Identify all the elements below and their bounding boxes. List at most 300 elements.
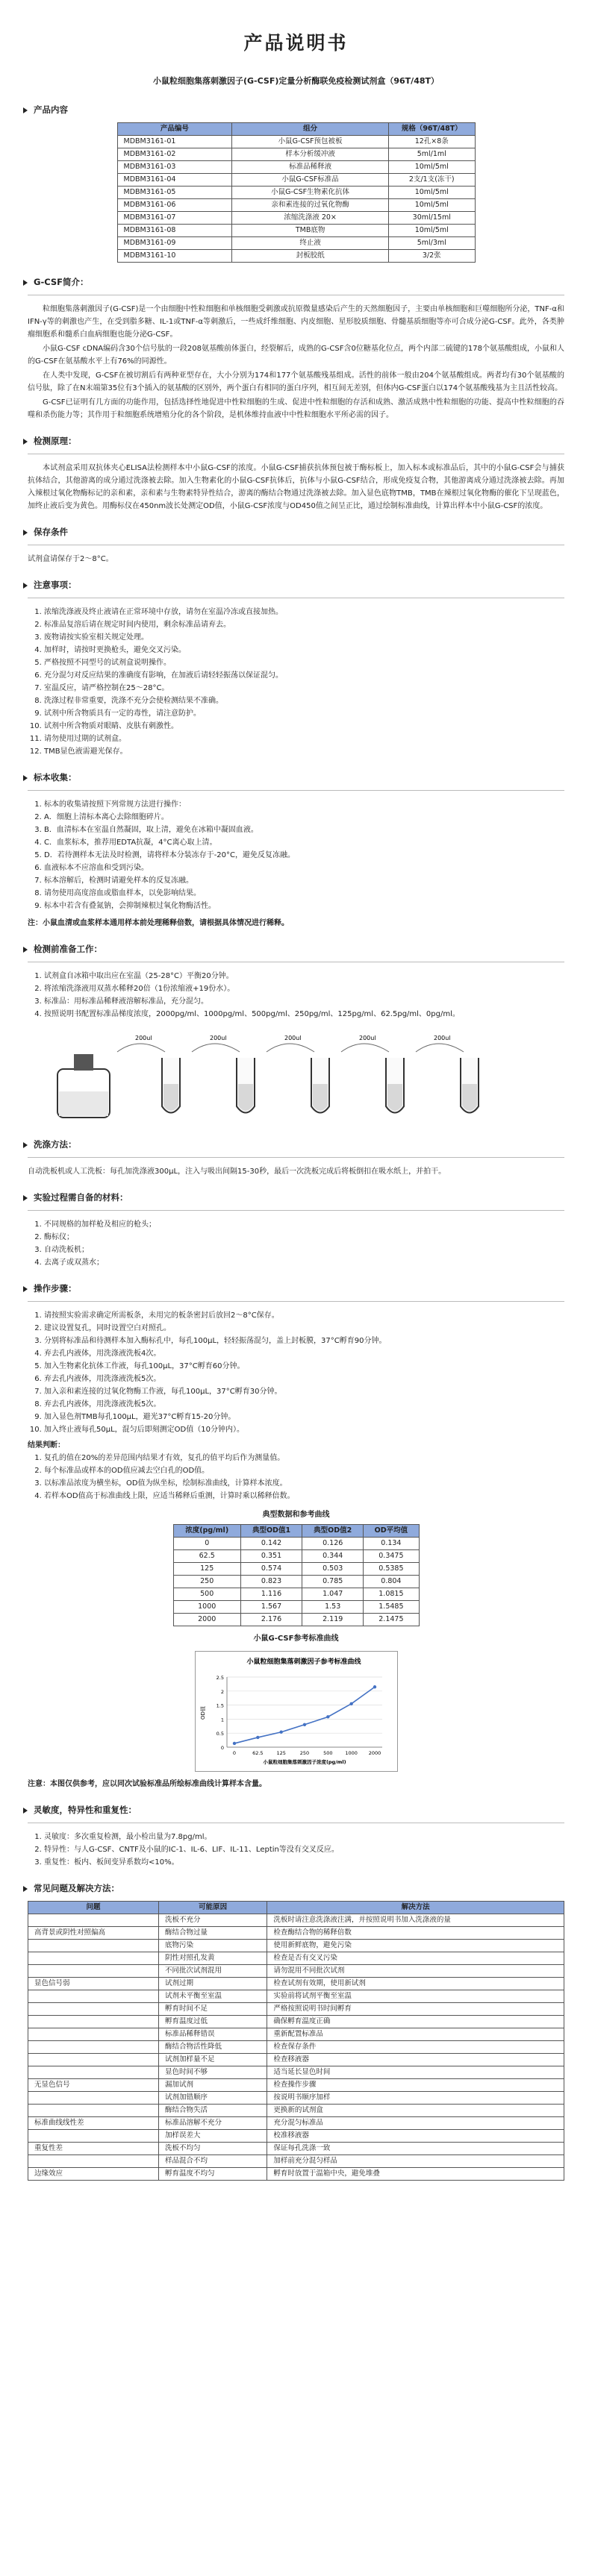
table-cell: 加样前充分混匀样品 — [267, 2155, 564, 2168]
list-item: 10. 加入终止液每孔50μL，混匀后即刻测定OD值（10分钟内）。 — [44, 1423, 564, 1436]
list-item: 4. 若样本OD值高于标准曲线上限，应适当稀释后重测，计算时乘以稀释倍数。 — [44, 1490, 564, 1502]
dilution-illustration — [43, 1028, 564, 1125]
table-row — [117, 225, 475, 237]
list-item: 4. 弃去孔内液体，用洗涤液洗板4次。 — [44, 1347, 564, 1360]
table-cell: TMB底物 — [232, 225, 389, 237]
list-item: 2. 酶标仪； — [44, 1231, 564, 1244]
list-item: 4. 去离子或双蒸水； — [44, 1256, 564, 1269]
table-cell: 终止液 — [232, 237, 389, 250]
chart-section-title: 小鼠G-CSF参考标准曲线 — [253, 1635, 339, 1643]
table-row — [28, 2003, 564, 2016]
y-tick-label: 1.5 — [216, 1702, 224, 1709]
table-cell: 亲和素连接的过氧化物酶 — [232, 199, 389, 212]
list-item: 7. 室温反应，请严格控制在25～28°C。 — [44, 682, 564, 695]
arrow-icon — [23, 1808, 28, 1814]
table-row — [173, 1576, 419, 1588]
table-cell: 小鼠G-CSF预包被板 — [232, 136, 389, 148]
list-item: 1. 复孔的值在20%的差异范围内结果才有效，复孔的值平均后作为测量值。 — [44, 1452, 564, 1464]
table-cell: 加样误差大 — [159, 2130, 267, 2143]
table-cell: 试剂加错顺序 — [159, 2092, 267, 2105]
table-cell: 漏加试剂 — [159, 2079, 267, 2092]
table-cell: 12孔×8条 — [389, 136, 475, 148]
table-row — [28, 1952, 564, 1965]
table-row — [28, 2117, 564, 2130]
table-cell: 样品混合不均 — [159, 2155, 267, 2168]
table-cell: 500 — [173, 1588, 240, 1601]
table-row — [173, 1550, 419, 1563]
data-point — [373, 1685, 376, 1688]
std_table-header: OD平均值 — [364, 1525, 419, 1538]
table-cell: 使用新鲜底物，避免污染 — [267, 1940, 564, 1952]
chart-svg — [196, 1652, 397, 1771]
table-cell: 试剂加样量不足 — [159, 2054, 267, 2066]
y-tick-label: 0 — [220, 1745, 224, 1751]
table-cell: 适当延长显色时间 — [267, 2066, 564, 2079]
table-cell: 0 — [173, 1538, 240, 1550]
standard-curve-chart — [195, 1651, 398, 1772]
table-row — [173, 1588, 419, 1601]
table-cell: 1.0815 — [364, 1588, 419, 1601]
list-item: 2. A．细胞上清标本离心去除细胞碎片。 — [44, 811, 564, 824]
kit_table-header: 产品编号 — [117, 123, 232, 136]
list-item: 2. 特异性：与人G-CSF、CNTF及小鼠的IC-1、IL-6、LIF、IL-11、Leptin等没有交叉反应。 — [44, 1843, 564, 1856]
table-cell: 0.503 — [302, 1563, 364, 1576]
section-sensitivity: 灵敏度，特异性和重复性： — [28, 1804, 564, 1817]
table-cell: 底物污染 — [159, 1940, 267, 1952]
table-cell: 高背景或阴性对照偏高 — [28, 1927, 159, 1940]
table-cell: 孵育时放置于温箱中央，避免堆叠 — [267, 2168, 564, 2181]
table-cell: MDBM3161-01 — [117, 136, 232, 148]
x-tick-label: 0 — [232, 1750, 236, 1756]
tube-icon — [416, 1035, 479, 1113]
table-cell: 标准品稀释液 — [232, 161, 389, 174]
table-cell: 按说明书顺序加样 — [267, 2092, 564, 2105]
table-cell: 无显色信号 — [28, 2079, 159, 2092]
table-cell: 酶结合物失活 — [159, 2105, 267, 2117]
gcsf-paragraph: 粒细胞集落刺激因子(G-CSF)是一个由细胞中性粒细胞和单核细胞受刺激或抗原微量感染后产生的天然细胞因子，主要由单核细胞和巨噬细胞所分泌，TNF-α和IFN-γ等的刺激也产生，在受到脂多糖、IL-1或TNF-α等刺激后，一些成纤维细胞、内皮细胞、星形胶质细胞、骨髓基质细胞等亦可合成分泌G-CSF。此外，各类肿瘤细胞系和髓系白血病细胞也能分泌G-CSF。 — [28, 305, 564, 339]
std_table-header: 典型OD值1 — [240, 1525, 302, 1538]
table-row — [28, 1965, 564, 1978]
table-row — [28, 1940, 564, 1952]
arrow-icon — [23, 530, 28, 536]
tubes-diagram — [43, 1028, 550, 1125]
list-item: 3. 重复性：板内、板间变异系数均<10%。 — [44, 1856, 564, 1869]
tube-label: 200ul — [284, 1035, 302, 1041]
table-cell: 2000 — [173, 1614, 240, 1626]
list-item: 1. 请按照实验需求确定所需板条，未用完的板条密封后放回2～8°C保存。 — [44, 1309, 564, 1322]
table-cell: 0.126 — [302, 1538, 364, 1550]
table-row — [28, 1990, 564, 2003]
table-cell: 阴性对照孔发黄 — [159, 1952, 267, 1965]
table-row — [173, 1614, 419, 1626]
sample-list — [28, 798, 564, 912]
list-item: 1. 浓缩洗涤液及终止液请在正常环境中存放，请勿在室温冷冻或直接加热。 — [44, 606, 564, 618]
std-table-caption: 典型数据和参考曲线 — [262, 1511, 330, 1519]
list-item: 2. 标准品复溶后请在规定时间内使用，剩余标准品请弃去。 — [44, 618, 564, 631]
table-cell — [28, 2105, 159, 2117]
section-steps: 操作步骤： — [28, 1282, 564, 1295]
table-cell: 1.047 — [302, 1588, 364, 1601]
list-item: 2. 将浓缩洗涤液用双蒸水稀释20倍（1份浓缩液+19份水）。 — [44, 983, 564, 995]
table-row — [117, 199, 475, 212]
table-row — [173, 1538, 419, 1550]
table-row — [28, 2016, 564, 2028]
list-item: 4. C．血浆标本，推荐用EDTA抗凝，4°C离心取上清。 — [44, 836, 564, 849]
arrow-icon — [23, 775, 28, 781]
data-point — [302, 1723, 305, 1726]
table-cell: 1000 — [173, 1601, 240, 1614]
data-point — [256, 1736, 259, 1739]
notes-list — [28, 606, 564, 758]
table-cell: 30ml/15ml — [389, 212, 475, 225]
data-point — [349, 1702, 352, 1705]
list-item: 3. B．血清标本在室温自然凝固，取上清，避免在冰箱中凝固血液。 — [44, 824, 564, 836]
table-cell: 浓缩洗涤液 20× — [232, 212, 389, 225]
table-cell: 0.3475 — [364, 1550, 419, 1563]
list-item: 9. 标本中若含有叠氮钠，会抑制辣根过氧化物酶活性。 — [44, 900, 564, 912]
table-cell: 标准曲线线性差 — [28, 2117, 159, 2130]
data-point — [279, 1731, 282, 1734]
table-row — [28, 1914, 564, 1927]
table-cell: 2.119 — [302, 1614, 364, 1626]
page-title: 产品说明书 — [243, 32, 349, 54]
section-prep: 检测前准备工作： — [28, 943, 564, 956]
table-row — [28, 2143, 564, 2155]
table-cell: 检查操作步骤 — [267, 2079, 564, 2092]
section-wash: 洗涤方法： — [28, 1138, 564, 1151]
bottle-icon — [57, 1054, 110, 1118]
table-cell: 孵育温度不均匀 — [159, 2168, 267, 2181]
table-row — [28, 2168, 564, 2181]
table-cell: 不同批次试剂混用 — [159, 1965, 267, 1978]
list-item: 6. 弃去孔内液体，用洗涤液洗板5次。 — [44, 1373, 564, 1385]
section-gcsf: G-CSF简介： — [28, 276, 564, 289]
table-row — [28, 1978, 564, 1990]
y-tick-label: 2 — [220, 1688, 224, 1695]
table-row — [28, 2079, 564, 2092]
table-cell: 2.176 — [240, 1614, 302, 1626]
table-cell: 实验前将试剂平衡至室温 — [267, 1990, 564, 2003]
x-tick-label: 1000 — [344, 1750, 358, 1756]
list-item: 1. 不同规格的加样枪及相应的枪头； — [44, 1218, 564, 1231]
section-faq: 常见问题及解决方法： — [28, 1882, 564, 1895]
arrow-icon — [23, 280, 28, 286]
list-item: 8. 请勿使用高度溶血或脂血样本，以免影响结果。 — [44, 887, 564, 900]
faq_table-header: 解决方法 — [267, 1902, 564, 1914]
table-row — [28, 2054, 564, 2066]
table-cell: MDBM3161-07 — [117, 212, 232, 225]
table-cell: 孵育时间不足 — [159, 2003, 267, 2016]
table-cell: 试剂过期 — [159, 1978, 267, 1990]
tube-label: 200ul — [210, 1035, 227, 1041]
faq_table-header: 可能原因 — [159, 1902, 267, 1914]
table-cell: 校准移液器 — [267, 2130, 564, 2143]
list-item: 5. 加入生物素化抗体工作液，每孔100μL，37°C孵育60分钟。 — [44, 1360, 564, 1373]
table-row — [117, 136, 475, 148]
arrow-icon — [23, 1886, 28, 1892]
kit_table-header: 规格（96T/48T） — [389, 123, 475, 136]
table-cell — [28, 2028, 159, 2041]
table-cell: 2.1475 — [364, 1614, 419, 1626]
table-cell: 确保孵育温度正确 — [267, 2016, 564, 2028]
list-item: 1. 标本的收集请按照下列常规方法进行操作： — [44, 798, 564, 811]
table-cell — [28, 2066, 159, 2079]
table-cell: 1.53 — [302, 1601, 364, 1614]
table-cell: 0.804 — [364, 1576, 419, 1588]
gcsf-intro — [28, 303, 564, 422]
table-row — [28, 2130, 564, 2143]
table-cell: 孵育温度过低 — [159, 2016, 267, 2028]
table-cell: 显色信号弱 — [28, 1978, 159, 1990]
table-cell: MDBM3161-04 — [117, 174, 232, 187]
table-cell: 样本分析缓冲液 — [232, 148, 389, 161]
list-item: 5. 严格按照不同型号的试剂盒说明操作。 — [44, 656, 564, 669]
table-cell: 严格按照说明书时间孵育 — [267, 2003, 564, 2016]
table-row — [173, 1563, 419, 1576]
data-point — [232, 1742, 235, 1745]
wash-text: 自动洗板机或人工洗板：每孔加洗涤液300μL，注入与吸出间隔15-30秒，最后一次洗板完成后将板倒扣在吸水纸上，并拍干。 — [28, 1168, 446, 1176]
table-cell: 1.567 — [240, 1601, 302, 1614]
manual-page — [28, 0, 564, 2181]
table-cell: 请勿混用不同批次试剂 — [267, 1965, 564, 1978]
x-axis-label: 小鼠粒细胞集落刺激因子浓度(pg/ml) — [262, 1759, 346, 1765]
table-cell: 洗板不充分 — [159, 1914, 267, 1927]
y-tick-label: 2.5 — [216, 1675, 224, 1681]
table-cell — [28, 2003, 159, 2016]
table-cell — [28, 2016, 159, 2028]
table-cell: 5ml/1ml — [389, 148, 475, 161]
table-row — [117, 250, 475, 263]
list-item: 10. 试剂中所含物质对眼睛、皮肤有刺激性。 — [44, 720, 564, 733]
arrow-icon — [23, 583, 28, 589]
table-cell — [28, 1990, 159, 2003]
list-item: 1. 试剂盒自冰箱中取出应在室温（25-28°C）平衡20分钟。 — [44, 970, 564, 983]
list-item: 9. 加入显色剂TMB每孔100μL，避光37°C孵育15-20分钟。 — [44, 1411, 564, 1423]
table-cell: 1.116 — [240, 1588, 302, 1601]
list-item: 7. 标本溶解后，检测时请避免样本的反复冻融。 — [44, 874, 564, 887]
table-cell: MDBM3161-02 — [117, 148, 232, 161]
table-row — [28, 1927, 564, 1940]
table-row — [117, 187, 475, 199]
table-cell — [28, 1952, 159, 1965]
table-cell: 洗板不均匀 — [159, 2143, 267, 2155]
tube-icon — [267, 1035, 329, 1113]
tube-label: 200ul — [434, 1035, 451, 1041]
kit_table-header: 组分 — [232, 123, 389, 136]
x-tick-label: 125 — [275, 1750, 286, 1756]
kit-table — [117, 122, 476, 263]
arrow-icon — [23, 439, 28, 445]
principle-text: 本试剂盒采用双抗体夹心ELISA法检测样本中小鼠G-CSF的浓度。小鼠G-CSF捕获抗体预包被于酶标板上，加入标本或标准品后，其中的小鼠G-CSF会与捕获抗体结合，其他游离的成分通过洗涤被去除。加入生物素化的小鼠G-CSF抗体后，抗体与小鼠G-CSF结合，形成免疫复合物，其他游离成分通过洗涤被去除。再加入辣根过氧化物酶标记的亲和素，亲和素与生物素特异性结合，游离的酶结合物通过洗涤被去除。加入显色底物TMB，TMB在辣根过氧化物酶的催化下呈现蓝色，加终止液后变为黄色。用酶标仪在450nm波长处测定OD值，小鼠G-CSF浓度与OD450值之间呈正比，通过绘制标准曲线，计算出样本中小鼠G-CSF的浓度。 — [28, 464, 564, 510]
arrow-icon — [23, 107, 28, 113]
list-item: 8. 弃去孔内液体，用洗涤液洗板5次。 — [44, 1398, 564, 1411]
section-principle: 检测原理： — [28, 435, 564, 448]
list-item: 7. 加入亲和素连接的过氧化物酶工作液，每孔100μL，37°C孵育30分钟。 — [44, 1385, 564, 1398]
table-row — [28, 2092, 564, 2105]
list-item: 2. 每个标准品或样本的OD值应减去空白孔的OD值。 — [44, 1464, 564, 1477]
table-cell: 0.785 — [302, 1576, 364, 1588]
table-cell — [28, 1940, 159, 1952]
table-row — [28, 2105, 564, 2117]
chart-note: 注意：本图仅供参考，应以同次试验标准品所绘标准曲线计算样本含量。 — [28, 1780, 267, 1788]
list-item: 8. 洗涤过程非常重要，洗涤不充分会使检测结果不准确。 — [44, 695, 564, 707]
list-item: 3. 废物请按实验室相关规定处理。 — [44, 631, 564, 644]
list-item: 5. D．若待测样本无法及时检测，请将样本分装冻存于-20°C，避免反复冻融。 — [44, 849, 564, 862]
y-tick-label: 0.5 — [216, 1731, 224, 1737]
standard-table — [173, 1524, 420, 1626]
data-point — [326, 1715, 329, 1718]
list-item: 11. 请勿使用过期的试剂盒。 — [44, 733, 564, 745]
table-cell: 酶结合物过量 — [159, 1927, 267, 1940]
section-equipment: 实验过程需自备的材料： — [28, 1191, 564, 1204]
table-cell: 250 — [173, 1576, 240, 1588]
x-tick-label: 250 — [299, 1750, 309, 1756]
series-line — [234, 1687, 375, 1743]
section-notes: 注意事项： — [28, 579, 564, 592]
table-cell: 0.823 — [240, 1576, 302, 1588]
table-cell — [28, 2092, 159, 2105]
list-item: 3. 分别将标准品和待测样本加入酶标孔中，每孔100μL，轻轻振荡混匀，盖上封板膜，37°C孵育90分钟。 — [44, 1335, 564, 1347]
table-row — [28, 2028, 564, 2041]
table-row — [117, 237, 475, 250]
x-tick-label: 62.5 — [252, 1750, 264, 1756]
equipment-list — [28, 1218, 564, 1269]
table-cell: 标准品稀释错误 — [159, 2028, 267, 2041]
table-cell: MDBM3161-03 — [117, 161, 232, 174]
table-cell: 62.5 — [173, 1550, 240, 1563]
table-cell: 检查是否有交叉污染 — [267, 1952, 564, 1965]
list-item: 6. 血液标本不应溶血和受到污染。 — [44, 862, 564, 874]
table-cell: 10ml/5ml — [389, 199, 475, 212]
list-item: 1. 灵敏度：多次重复检测，最小检出量为7.8pg/ml。 — [44, 1831, 564, 1843]
table-cell: 0.574 — [240, 1563, 302, 1576]
table-cell: 重复性差 — [28, 2143, 159, 2155]
table-cell: 0.351 — [240, 1550, 302, 1563]
gcsf-paragraph: 在人类中发现，G-CSF在被切割后有两种亚型存在，大小分别为174和177个氨基酸残基组成。活性的前体一般由204个氨基酸组成。两者均有30个氨基酸的信号肽，除了在N末端第35位有3个插入的氨基酸的区别外，两个蛋白有相同的蛋白序列，相互间无差别，但体内G-CSF蛋白以174个氨基酸残基为主且活性较高。 — [28, 372, 564, 392]
y-tick-label: 1 — [220, 1717, 224, 1723]
table-cell: 0.142 — [240, 1538, 302, 1550]
result-title: 结果判断： — [28, 1441, 65, 1450]
table-row — [117, 212, 475, 225]
table-cell: 2支/1支(冻干) — [389, 174, 475, 187]
section-sample: 标本收集： — [28, 771, 564, 784]
table-row — [117, 148, 475, 161]
table-cell: 检查试剂有效期，使用新试剂 — [267, 1978, 564, 1990]
table-cell: 0.5385 — [364, 1563, 419, 1576]
sample-note: 注：小鼠血清或血浆样本通用样本前处理稀释倍数，请根据具体情况进行稀释。 — [28, 919, 289, 927]
x-tick-label: 500 — [323, 1750, 333, 1756]
list-item: 3. 自动洗板机； — [44, 1244, 564, 1256]
table-cell: 10ml/5ml — [389, 225, 475, 237]
table-row — [117, 161, 475, 174]
gcsf-paragraph: G-CSF已证明有几方面的功能作用，包括选择性地促进中性粒细胞的生成、促进中性粒细胞的存活和成熟、激活成熟中性粒细胞的功能、提高中性粒细胞的吞噬和杀伤能力等；其作用于粒细胞系统增殖分化的各个阶段，是机体维持血液中中性粒细胞水平所必需的因子。 — [28, 398, 564, 419]
table-cell: 0.344 — [302, 1550, 364, 1563]
table-cell: 检查保存条件 — [267, 2041, 564, 2054]
table-row — [28, 2066, 564, 2079]
tube-label: 200ul — [359, 1035, 376, 1041]
table-cell: 试剂未平衡至室温 — [159, 1990, 267, 2003]
chart-title: 小鼠粒细胞集落刺激因子参考标准曲线 — [246, 1658, 361, 1666]
list-item: 6. 充分混匀对反应结果的准确度有影响，在加液后请轻轻振荡以保证混匀。 — [44, 669, 564, 682]
steps-list — [28, 1309, 564, 1436]
table-row — [173, 1601, 419, 1614]
tube-icon — [192, 1035, 255, 1113]
table-cell: 10ml/5ml — [389, 161, 475, 174]
table-cell: MDBM3161-06 — [117, 199, 232, 212]
table-cell: 小鼠G-CSF标准品 — [232, 174, 389, 187]
table-row — [117, 174, 475, 187]
prep-list — [28, 970, 564, 1021]
table-cell: 1.5485 — [364, 1601, 419, 1614]
table-cell: 0.134 — [364, 1538, 419, 1550]
table-cell: 保证每孔洗涤一致 — [267, 2143, 564, 2155]
table-cell: MDBM3161-09 — [117, 237, 232, 250]
list-item: 4. 加样时，请按时更换枪头，避免交叉污染。 — [44, 644, 564, 656]
table-row — [28, 2155, 564, 2168]
table-cell: 边缘效应 — [28, 2168, 159, 2181]
table-cell: MDBM3161-05 — [117, 187, 232, 199]
sensitivity-list — [28, 1831, 564, 1869]
gcsf-paragraph: 小鼠G-CSF cDNA编码含30个信号肽的一段208氨基酸前体蛋白，经裂解后，成熟的G-CSF含0位糖基化位点，两个内部二硫键的178个氨基酸组成，小鼠和人的G-CSF在氨基酸水平上有76%的同源性。 — [28, 345, 564, 366]
table-cell — [28, 1965, 159, 1978]
y-axis-label: OD值 — [199, 1706, 206, 1720]
page-subtitle: 小鼠粒细胞集落刺激因子(G-CSF)定量分析酶联免疫检测试剂盒（96T/48T） — [153, 76, 439, 86]
table-cell: 充分混匀标准品 — [267, 2117, 564, 2130]
list-item: 3. 以标准品浓度为横坐标，OD值为纵坐标，绘制标准曲线，计算样本浓度。 — [44, 1477, 564, 1490]
table-cell: 检查移液器 — [267, 2054, 564, 2066]
table-cell — [28, 2041, 159, 2054]
tube-icon — [341, 1035, 404, 1113]
arrow-icon — [23, 1286, 28, 1292]
list-item: 3. 标准品：用标准品稀释液溶解标准品，充分混匀。 — [44, 995, 564, 1008]
table-cell: 小鼠G-CSF生物素化抗体 — [232, 187, 389, 199]
faq_table-header: 问题 — [28, 1902, 159, 1914]
list-item: 2. 建议设置复孔，同时设置空白对照孔。 — [44, 1322, 564, 1335]
table-cell: 显色时间不够 — [159, 2066, 267, 2079]
table-row — [28, 2041, 564, 2054]
result-list — [28, 1452, 564, 1502]
arrow-icon — [23, 1142, 28, 1148]
table-cell: 5ml/3ml — [389, 237, 475, 250]
section-contents: 产品内容 — [28, 104, 564, 116]
std_table-header: 浓度(pg/ml) — [173, 1525, 240, 1538]
arrow-icon — [23, 1195, 28, 1201]
std_table-header: 典型OD值2 — [302, 1525, 364, 1538]
faq-table — [28, 1901, 564, 2181]
table-cell: 3/2张 — [389, 250, 475, 263]
table-cell — [28, 2130, 159, 2143]
table-cell: 洗板时请注意洗涤液注满，并按照说明书加入洗涤液的量 — [267, 1914, 564, 1927]
list-item: 9. 试剂中所含物质具有一定的毒性，请注意防护。 — [44, 707, 564, 720]
section-storage: 保存条件 — [28, 526, 564, 539]
tube-icon — [117, 1035, 180, 1113]
table-cell: 检查酶结合物的稀释倍数 — [267, 1927, 564, 1940]
table-cell: 更换新的试剂盒 — [267, 2105, 564, 2117]
x-tick-label: 2000 — [368, 1750, 381, 1756]
table-cell — [28, 2054, 159, 2066]
table-cell: 封板胶纸 — [232, 250, 389, 263]
table-cell — [28, 1914, 159, 1927]
table-cell: MDBM3161-10 — [117, 250, 232, 263]
table-cell: 标准品溶解不充分 — [159, 2117, 267, 2130]
storage-text: 试剂盒请保存于2～8°C。 — [28, 555, 113, 563]
table-cell: 酶结合物活性降低 — [159, 2041, 267, 2054]
tube-label: 200ul — [135, 1035, 152, 1041]
table-cell: MDBM3161-08 — [117, 225, 232, 237]
table-cell: 125 — [173, 1563, 240, 1576]
arrow-icon — [23, 947, 28, 953]
table-cell: 重新配置标准品 — [267, 2028, 564, 2041]
